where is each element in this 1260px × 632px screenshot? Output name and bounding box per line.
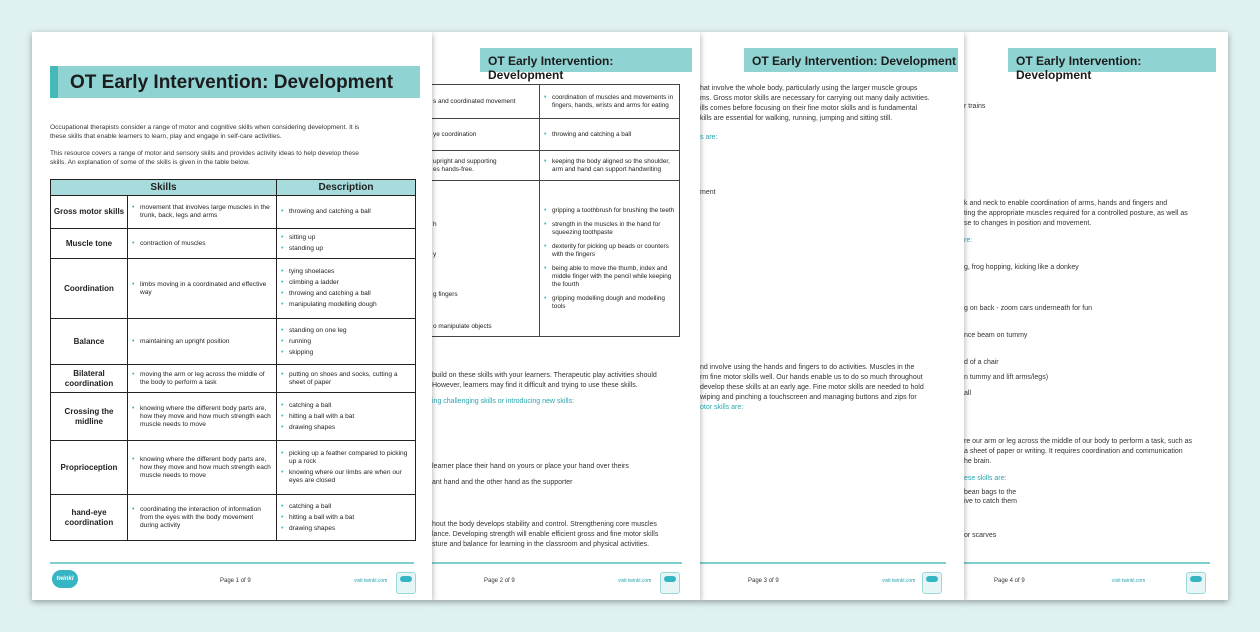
page-footer xyxy=(964,560,1228,600)
text-line: ills comes before focusing on their fine motor skills and is fundamental xyxy=(700,105,918,112)
column-header-skills: Skills xyxy=(51,180,277,196)
skill-name: Gross motor skills xyxy=(51,196,128,229)
twinkl-logo-icon: twinkl xyxy=(52,570,78,588)
page-4 xyxy=(964,32,1228,600)
skill-name: Balance xyxy=(51,319,128,365)
table-cell: • gripping a toothbrush for brushing the teeth • strength in the muscles in the hand for squeezing toothpaste • dexterity for picking up beads or counters with the fingers • being able to move the thumb, index and middle finger with the pencil while keeping the fourth • gripping modelling dough and modelling tools xyxy=(540,181,680,337)
bullet-icon: • xyxy=(281,423,284,431)
intro-text: This resource covers a range of motor and sensory skills and provides activity ideas to help develop these xyxy=(50,150,359,157)
intro-text: Occupational therapists consider a range of motor and cognitive skills when considering development. It is xyxy=(50,124,360,131)
skill-examples xyxy=(277,495,416,541)
list-item: hitting a ball with a bat xyxy=(289,513,355,521)
list-item: standing on one leg xyxy=(289,326,347,334)
table-row xyxy=(51,495,416,541)
skills-table xyxy=(50,179,416,541)
table-row xyxy=(51,393,416,441)
page-footer xyxy=(700,560,964,600)
bullet-icon: • xyxy=(281,326,284,334)
list-item: standing up xyxy=(289,245,324,252)
list-item: catching a ball xyxy=(289,502,332,510)
skill-meaning xyxy=(128,365,277,393)
page-number: Page 3 of 9 xyxy=(748,578,779,584)
column-header-description: Description xyxy=(277,180,416,196)
bullet-icon: • xyxy=(281,290,284,297)
site-link[interactable]: visit twinkl.com xyxy=(354,578,388,584)
page-title-banner xyxy=(744,48,958,72)
bullet-icon: • xyxy=(281,245,284,252)
text-line: However, learners may find it difficult and trying to use these skills. xyxy=(432,382,638,389)
bullet-icon: • xyxy=(281,234,284,241)
bullet-icon: • xyxy=(132,204,135,211)
text-line: ms. Gross motor skills are necessary for carrying out many daily activities. xyxy=(700,95,930,102)
list-item: limbs moving in a coordinated and effective way xyxy=(140,280,267,296)
text-line: g fingers xyxy=(433,291,458,298)
intro-text: these skills that enable learners to learn, play and engage in self-care activities. xyxy=(50,133,282,140)
text-line: develop these skills at an early age. Fine motor skills are needed to hold xyxy=(700,384,924,391)
text-line: he brain. xyxy=(964,458,992,465)
subheading: ing challenging skills or introducing new skills: xyxy=(432,398,575,405)
page-title: OT Early Intervention: Development xyxy=(488,54,614,82)
page-number: Page 4 of 9 xyxy=(994,578,1025,584)
table-row xyxy=(51,319,416,365)
divider xyxy=(964,562,1210,564)
list-item: putting on shoes and socks, cutting a sheet of paper xyxy=(289,370,398,386)
list-item: sitting up xyxy=(289,234,316,241)
text-line: lance. Developing strength will enable efficient gross and fine motor skills xyxy=(432,531,659,538)
table-row xyxy=(51,259,416,319)
divider xyxy=(700,562,946,564)
text-line: ant hand and the other hand as the supporter xyxy=(432,479,573,486)
text-line: re our arm or leg across the middle of our body to perform a task, such as xyxy=(964,438,1192,445)
page-title-banner xyxy=(1008,48,1216,82)
skill-examples xyxy=(277,319,416,365)
page-title: OT Early Intervention: Development xyxy=(752,54,957,68)
text-line: rm fine motor skills well. Our hands enable us to do so much throughout xyxy=(700,374,923,381)
list-item: dexterity for picking up beads or counters with the fingers xyxy=(552,242,669,258)
skill-meaning xyxy=(128,495,277,541)
skill-examples xyxy=(277,393,416,441)
skill-meaning xyxy=(128,319,277,365)
list-item: picking up a feather compared to picking up a rock xyxy=(289,450,408,465)
page-title-banner xyxy=(50,66,420,98)
bullet-icon: • xyxy=(281,301,284,308)
list-item: contraction of muscles xyxy=(140,239,206,247)
site-link[interactable]: visit twinkl.com xyxy=(1112,578,1146,584)
skill-name: Coordination xyxy=(51,259,128,319)
divider xyxy=(432,562,682,564)
twinkl-badge-icon xyxy=(922,572,942,594)
table-row xyxy=(51,365,416,393)
list-item: tying shoelaces xyxy=(289,268,335,275)
text-line: sture and balance for learning in the classroom and physical activities. xyxy=(432,541,650,548)
list-item: drawing shapes xyxy=(289,423,336,431)
list-item: climbing a ladder xyxy=(289,279,339,286)
twinkl-badge-icon xyxy=(1186,572,1206,594)
text-line: build on these skills with your learners. Therapeutic play activities should xyxy=(432,372,657,379)
list-item: d of a chair xyxy=(964,359,999,366)
bullet-icon: • xyxy=(281,279,284,286)
page-1 xyxy=(32,32,432,600)
text-line: upright and supporting xyxy=(433,157,497,165)
text-line: o manipulate objects xyxy=(433,323,492,330)
bullet-icon: • xyxy=(281,502,284,510)
list-item: g on back - zoom cars underneath for fun xyxy=(964,305,1093,312)
skill-name: Proprioception xyxy=(51,441,128,495)
skill-name: Muscle tone xyxy=(51,229,128,259)
text-line: wiping and pinching a touchscreen and managing buttons and zips for xyxy=(700,394,917,401)
text-line: a sheet of paper or writing. It requires coordination and communication xyxy=(964,448,1183,455)
list-item: throwing and catching a ball xyxy=(289,290,371,297)
page-title: OT Early Intervention: Development xyxy=(1016,54,1142,82)
list-item: maintaining an upright position xyxy=(140,337,230,345)
skill-examples xyxy=(277,441,416,495)
divider xyxy=(50,562,414,564)
page-footer xyxy=(32,560,432,600)
bullet-icon: • xyxy=(281,268,284,275)
list-item: keeping the body aligned so the shoulder, arm and hand can support handwriting xyxy=(552,157,670,173)
table-row xyxy=(51,196,416,229)
list-item: knowing where our limbs are when our eyes are closed xyxy=(289,469,402,484)
text-line: hat involve the whole body, particularly using the larger muscle groups xyxy=(700,85,918,92)
text-line: es hands-free. xyxy=(433,165,474,173)
bullet-icon: • xyxy=(281,348,284,356)
table-cell: • keeping the body aligned so the shoulder, arm and hand can support handwriting xyxy=(540,151,680,181)
table-cell xyxy=(432,181,540,337)
list-item: skipping xyxy=(289,348,314,356)
bullet-icon: • xyxy=(132,239,135,247)
list-item: movement that involves large muscles in the trunk, back, legs and arms xyxy=(140,204,270,219)
skill-examples xyxy=(277,196,416,229)
list-item: knowing where the different body parts are, how they move and how much strength each muscle needs to move xyxy=(140,404,271,428)
bullet-icon: • xyxy=(281,450,284,457)
page-number: Page 1 of 9 xyxy=(220,578,251,584)
skill-examples xyxy=(277,259,416,319)
bullet-icon: • xyxy=(132,370,135,378)
text-line: ting the appropriate muscles required for a controlled posture, as well as xyxy=(964,210,1188,217)
page-3 xyxy=(700,32,964,600)
table-cell xyxy=(432,151,540,181)
bullet-icon: • xyxy=(132,455,135,463)
bullet-icon: • xyxy=(281,412,284,420)
list-item: n tummy and lift arms/legs) xyxy=(964,374,1049,381)
skill-examples xyxy=(277,365,416,393)
bullet-icon: • xyxy=(281,337,284,345)
banner-accent xyxy=(50,66,58,98)
bullet-icon: • xyxy=(132,337,135,345)
subheading: otor skills are: xyxy=(700,404,744,411)
bullet-icon: • xyxy=(132,280,135,288)
text-line: learner place their hand on yours or place your hand over theirs xyxy=(432,463,629,470)
bullet-icon: • xyxy=(132,404,135,412)
table-cell: • throwing and catching a ball xyxy=(540,119,680,151)
list-item: manipulating modelling dough xyxy=(289,301,377,308)
list-item: running xyxy=(289,337,311,345)
twinkl-badge-icon xyxy=(396,572,416,594)
bullet-icon: • xyxy=(281,524,284,532)
list-item: gripping modelling dough and modelling tools xyxy=(552,294,665,310)
table-cell: • coordination of muscles and movements in fingers, hands, wrists and arms for eating xyxy=(540,85,680,119)
list-item: bean bags to the xyxy=(964,489,1017,496)
skill-meaning xyxy=(128,441,277,495)
list-item: catching a ball xyxy=(289,401,332,409)
table-row xyxy=(51,441,416,495)
list-item: hitting a ball with a bat xyxy=(289,412,355,420)
page-footer xyxy=(432,560,700,600)
page-number: Page 2 of 9 xyxy=(484,578,515,584)
twinkl-badge-icon xyxy=(660,572,680,594)
list-item: throwing and catching a ball xyxy=(289,208,371,215)
subheading: ese skills are: xyxy=(964,475,1007,482)
subheading: re: xyxy=(964,237,973,244)
text-line: nd involve using the hands and fingers to do activities. Muscles in the xyxy=(700,364,915,371)
text-line: h xyxy=(433,221,437,228)
list-item: g, frog hopping, kicking like a donkey xyxy=(964,264,1079,271)
skill-meaning xyxy=(128,229,277,259)
table-cell: s and coordinated movement xyxy=(432,85,540,119)
list-item: all xyxy=(964,390,972,397)
skill-name: hand-eye coordination xyxy=(51,495,128,541)
bullet-icon: • xyxy=(281,208,284,215)
list-item: strength in the muscles in the hand for squeezing toothpaste xyxy=(552,220,661,236)
skill-name: Bilateral coordination xyxy=(51,365,128,393)
text-line: kills are essential for walking, running, jumping and sitting still. xyxy=(700,115,893,122)
skill-meaning xyxy=(128,196,277,229)
page-title: OT Early Intervention: Development xyxy=(70,72,394,93)
list-item: coordination of muscles and movements in fingers, hands, wrists and arms for eating xyxy=(552,93,674,109)
list-item: gripping a toothbrush for brushing the teeth xyxy=(552,206,675,214)
site-link[interactable]: visit twinkl.com xyxy=(618,578,652,584)
page-2 xyxy=(432,32,700,600)
bullet-icon: • xyxy=(281,401,284,409)
page-title-banner xyxy=(480,48,692,82)
skill-meaning xyxy=(128,393,277,441)
skills-table-continued xyxy=(432,84,680,337)
text-line: hout the body develops stability and control. Strengthening core muscles xyxy=(432,521,657,528)
bullet-icon: • xyxy=(132,505,135,513)
site-link[interactable]: visit twinkl.com xyxy=(882,578,916,584)
bullet-icon: • xyxy=(281,370,284,378)
list-item: nce beam on tummy xyxy=(964,332,1028,339)
text-line: se to changes in position and movement. xyxy=(964,220,1092,227)
list-item: drawing shapes xyxy=(289,524,336,532)
skill-name: Crossing the midline xyxy=(51,393,128,441)
bullet-icon: • xyxy=(281,469,284,476)
subheading: s are: xyxy=(700,134,718,141)
list-item: or scarves xyxy=(964,532,997,539)
skill-examples xyxy=(277,229,416,259)
text-line: k and neck to enable coordination of arms, hands and fingers and xyxy=(964,200,1168,207)
text-line: ment xyxy=(700,189,716,196)
text-line: y xyxy=(433,251,437,258)
list-item: knowing where the different body parts are, how they move and how much strength each muscle needs to move xyxy=(140,455,271,479)
list-item: moving the arm or leg across the middle of the body to perform a task xyxy=(140,370,265,386)
table-cell: ye coordination xyxy=(432,119,540,151)
list-item: throwing and catching a ball xyxy=(552,130,632,138)
list-item: coordinating the interaction of information from the eyes with the body movement during activity xyxy=(140,505,261,529)
bullet-icon: • xyxy=(281,513,284,521)
list-item: ive to catch them xyxy=(964,498,1017,505)
list-item: being able to move the thumb, index and middle finger with the pencil while keeping the fourth xyxy=(552,264,672,288)
text-line: r trains xyxy=(964,103,986,110)
skill-meaning xyxy=(128,259,277,319)
intro-text: skills. An explanation of some of the skills is given in the table below. xyxy=(50,159,250,166)
table-row xyxy=(51,229,416,259)
